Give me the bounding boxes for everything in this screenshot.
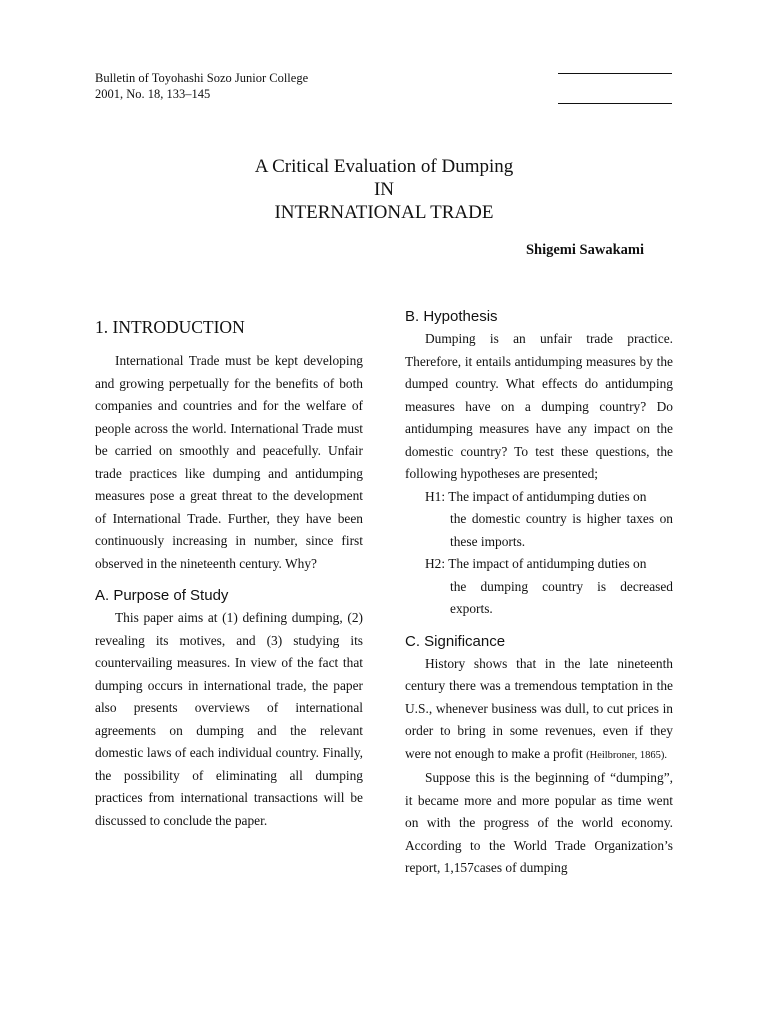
h2-continuation: the dumping country is decreased exports. <box>450 578 673 616</box>
left-column <box>95 300 363 832</box>
title-line-3: INTERNATIONAL TRADE <box>274 202 494 223</box>
title-line-1: A Critical Evaluation of Dumping <box>254 156 514 177</box>
paper-title <box>0 155 768 224</box>
right-column <box>405 300 673 880</box>
h1-continuation: the domestic country is higher taxes on these imports. <box>450 511 673 549</box>
significance-paragraph <box>405 653 673 768</box>
title-line-2: IN <box>373 179 395 200</box>
journal-header <box>95 70 308 102</box>
subheading-hypothesis: B. Hypothesis <box>405 308 498 325</box>
subheading-significance: C. Significance <box>405 632 506 650</box>
journal-citation: 2001, No. 18, 133–145 <box>95 87 211 101</box>
purpose-paragraph: This paper aims at (1) defining dumping, (2) revealing its motives, and (3) studying its countervailing measures. In view of the fact that dumping occurs in international trade, the paper also presents overviews of international agreements on dumping and the relevant domestic laws of each individual country. Finally, the possibility of eliminating all dumping practices from international transactions will be discussed to conclude the paper. <box>95 610 363 828</box>
hypothesis-paragraph: Dumping is an unfair trade practice. Therefore, it entails antidumping measures by the dumped country. What effects do antidumping measures have on a dumping country? Do antidumping measures have any impact on the domestic country? To test these questions, the following hypotheses are presented; <box>405 331 673 481</box>
hypothesis-h1 <box>405 486 673 554</box>
header-rule-bottom <box>558 103 672 104</box>
journal-name: Bulletin of Toyohashi Sozo Junior College <box>95 71 309 85</box>
h1-lead: H1: The impact of antidumping duties on <box>425 488 647 504</box>
intro-paragraph: International Trade must be kept developing and growing perpetually for the benefits of both companies and countries and for the welfare of people across the world. International Trade must be carried on smoothly and peacefully. Unfair trade practices like dumping and antidumping measures pose a great threat to the development of International Trade. Further, they have been continuously increasing in number, since first observed in the nineteenth century. Why? <box>95 353 363 571</box>
author-name: Shigemi Sawakami <box>525 242 644 258</box>
suppose-paragraph: Suppose this is the beginning of “dumping”, it became more and more popular as time went on with the progress of the world economy. According to the World Trade Organization’s report, 1,157cases of dumping <box>405 770 673 875</box>
hypothesis-h2 <box>405 553 673 621</box>
significance-text: History shows that in the late nineteenth century there was a tremendous temptation in the U.S., whenever business was dull, to cut prices in order to bring in some revenues, even if they were not enough to make a profit <box>405 655 673 761</box>
h2-lead: H2: The impact of antidumping duties on <box>425 556 647 571</box>
header-rule-top <box>558 73 672 74</box>
section-heading-introduction: 1. INTRODUCTION <box>95 317 245 337</box>
citation-heilbroner: (Heilbroner, 1865). <box>586 749 668 761</box>
subheading-purpose: A. Purpose of Study <box>95 587 229 604</box>
